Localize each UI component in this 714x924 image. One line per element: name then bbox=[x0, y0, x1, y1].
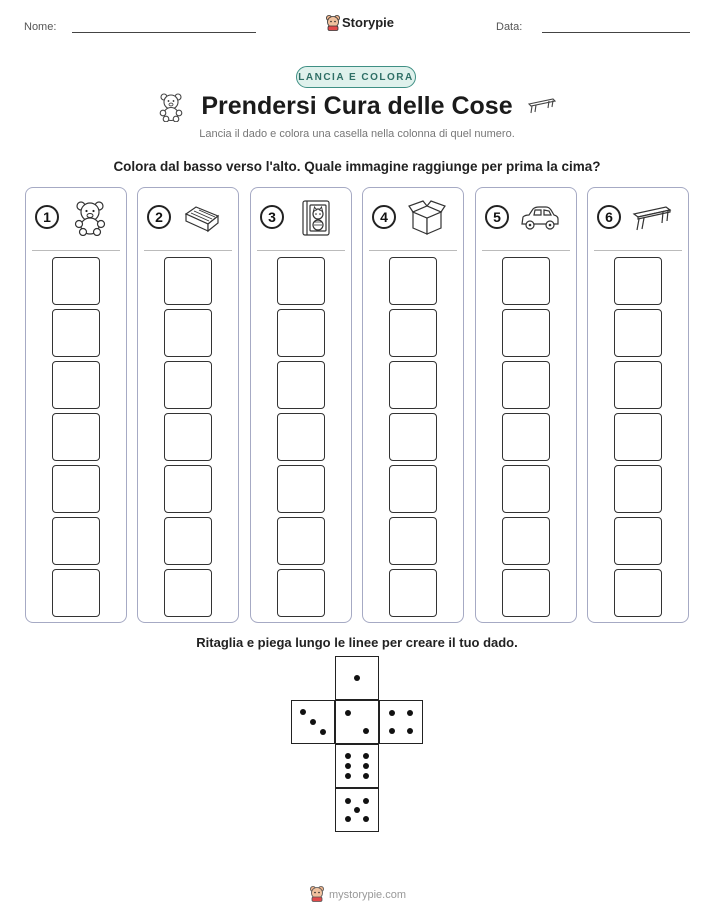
pip bbox=[363, 753, 369, 759]
coloring-instruction: Colora dal basso verso l'alto. Quale immagine raggiunge per prima la cima? bbox=[113, 159, 601, 174]
column-divider bbox=[594, 250, 682, 251]
pip bbox=[345, 798, 351, 804]
color-box[interactable] bbox=[389, 257, 437, 305]
activity-badge: LANCIA E COLORA bbox=[296, 66, 416, 88]
color-box[interactable] bbox=[502, 309, 550, 357]
page-title: Prendersi Cura delle Cose bbox=[201, 92, 513, 120]
color-box[interactable] bbox=[502, 361, 550, 409]
dice-face-4 bbox=[379, 700, 423, 744]
column-6 bbox=[587, 187, 689, 623]
column-number: 2 bbox=[147, 205, 171, 229]
bench-icon bbox=[527, 97, 557, 115]
color-box[interactable] bbox=[614, 569, 662, 617]
column-number: 6 bbox=[597, 205, 621, 229]
color-box[interactable] bbox=[277, 569, 325, 617]
brand-name: Storypie bbox=[342, 15, 395, 30]
color-box[interactable] bbox=[389, 309, 437, 357]
color-box[interactable] bbox=[502, 465, 550, 513]
footer-url[interactable]: mystorypie.com bbox=[329, 889, 407, 901]
pip bbox=[345, 816, 351, 822]
color-box[interactable] bbox=[502, 569, 550, 617]
color-box[interactable] bbox=[277, 517, 325, 565]
color-box[interactable] bbox=[277, 413, 325, 461]
pip bbox=[345, 710, 351, 716]
sponge-icon bbox=[182, 200, 222, 236]
color-box[interactable] bbox=[389, 517, 437, 565]
bench-icon bbox=[632, 200, 672, 236]
pip bbox=[389, 728, 395, 734]
column-number: 5 bbox=[485, 205, 509, 229]
pip bbox=[354, 807, 360, 813]
color-box[interactable] bbox=[277, 309, 325, 357]
color-box[interactable] bbox=[614, 465, 662, 513]
color-box[interactable] bbox=[389, 569, 437, 617]
column-4 bbox=[362, 187, 464, 623]
dice-instruction: Ritaglia e piega lungo le linee per creare il tuo dado. bbox=[196, 635, 518, 650]
color-box[interactable] bbox=[277, 465, 325, 513]
column-3 bbox=[250, 187, 352, 623]
pip bbox=[363, 763, 369, 769]
column-number: 1 bbox=[35, 205, 59, 229]
color-box[interactable] bbox=[52, 465, 100, 513]
color-box[interactable] bbox=[614, 361, 662, 409]
color-box[interactable] bbox=[52, 309, 100, 357]
book-icon bbox=[295, 200, 335, 236]
dice-face-6 bbox=[335, 744, 379, 788]
color-box[interactable] bbox=[164, 361, 212, 409]
page-subtitle: Lancia il dado e colora una casella nella colonna di quel numero. bbox=[199, 128, 515, 140]
pip bbox=[363, 728, 369, 734]
date-line[interactable] bbox=[542, 32, 690, 33]
pip bbox=[300, 709, 306, 715]
color-box[interactable] bbox=[389, 413, 437, 461]
color-box[interactable] bbox=[277, 361, 325, 409]
color-box[interactable] bbox=[52, 413, 100, 461]
dice-face-2 bbox=[335, 700, 379, 744]
dice-face-5 bbox=[335, 788, 379, 832]
color-box[interactable] bbox=[164, 257, 212, 305]
pip bbox=[354, 675, 360, 681]
color-box[interactable] bbox=[614, 257, 662, 305]
toy-car-icon bbox=[520, 200, 560, 236]
brand-logo bbox=[325, 13, 395, 33]
color-box[interactable] bbox=[164, 413, 212, 461]
pip bbox=[310, 719, 316, 725]
column-number: 4 bbox=[372, 205, 396, 229]
color-box[interactable] bbox=[164, 569, 212, 617]
pip bbox=[407, 728, 413, 734]
pip bbox=[345, 773, 351, 779]
storypie-bear-icon bbox=[309, 885, 325, 902]
dice-face-3 bbox=[291, 700, 335, 744]
pip bbox=[363, 798, 369, 804]
storypie-bear-icon bbox=[325, 14, 341, 31]
color-box[interactable] bbox=[614, 517, 662, 565]
pip bbox=[345, 753, 351, 759]
open-box-icon bbox=[407, 200, 447, 236]
color-box[interactable] bbox=[502, 413, 550, 461]
date-label: Data: bbox=[496, 21, 523, 33]
column-divider bbox=[369, 250, 457, 251]
color-box[interactable] bbox=[389, 361, 437, 409]
pip bbox=[389, 710, 395, 716]
dice-face-1 bbox=[335, 656, 379, 700]
column-divider bbox=[482, 250, 570, 251]
column-2 bbox=[137, 187, 239, 623]
footer bbox=[309, 885, 409, 905]
color-box[interactable] bbox=[164, 517, 212, 565]
color-box[interactable] bbox=[614, 413, 662, 461]
color-box[interactable] bbox=[52, 569, 100, 617]
pip bbox=[320, 729, 326, 735]
pip bbox=[363, 816, 369, 822]
column-number: 3 bbox=[260, 205, 284, 229]
column-divider bbox=[32, 250, 120, 251]
color-box[interactable] bbox=[164, 309, 212, 357]
teddy-bear-icon bbox=[70, 200, 110, 236]
column-1 bbox=[25, 187, 127, 623]
color-box[interactable] bbox=[52, 257, 100, 305]
color-box[interactable] bbox=[502, 257, 550, 305]
color-box[interactable] bbox=[277, 257, 325, 305]
column-5 bbox=[475, 187, 577, 623]
color-box[interactable] bbox=[52, 517, 100, 565]
color-box[interactable] bbox=[614, 309, 662, 357]
color-box[interactable] bbox=[164, 465, 212, 513]
name-label: Nome: bbox=[24, 21, 57, 33]
color-box[interactable] bbox=[389, 465, 437, 513]
pip bbox=[345, 763, 351, 769]
pip bbox=[407, 710, 413, 716]
column-divider bbox=[257, 250, 345, 251]
column-divider bbox=[144, 250, 232, 251]
color-box[interactable] bbox=[52, 361, 100, 409]
pip bbox=[363, 773, 369, 779]
color-box[interactable] bbox=[502, 517, 550, 565]
name-line[interactable] bbox=[72, 32, 256, 33]
